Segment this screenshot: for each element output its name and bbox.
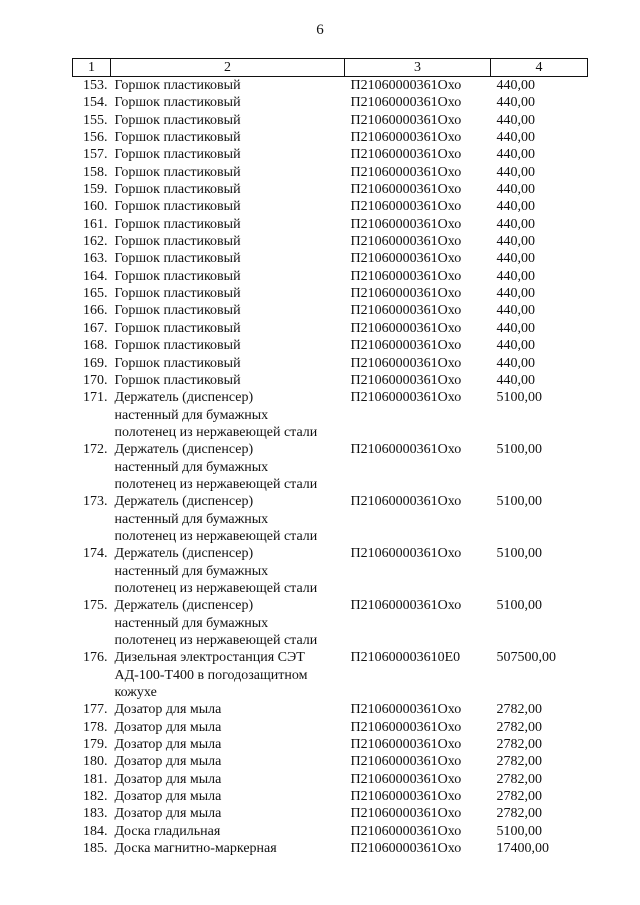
item-code: П21060000361Охо [350, 806, 462, 822]
item-code: П21060000361Охо [350, 286, 462, 302]
item-code: П210600003610Е0 [350, 650, 461, 666]
table-row [73, 355, 588, 372]
item-name: Дозатор для мыла [114, 719, 222, 735]
table-row [73, 112, 588, 129]
item-name: Горшок пластиковый [114, 251, 241, 267]
table-row [73, 337, 588, 354]
table-row [73, 805, 588, 822]
table-row [73, 268, 588, 285]
item-name: Горшок пластиковый [114, 268, 241, 284]
item-name: Держатель (диспенсер) настенный для бумажных полотенец из нержавеющей стали [114, 598, 318, 648]
item-price: 440,00 [496, 355, 535, 371]
header-col-2: 2 [111, 59, 345, 77]
item-price: 2782,00 [496, 737, 542, 753]
row-number: 156. [83, 130, 108, 146]
item-name: Дозатор для мыла [114, 806, 222, 822]
item-code: П21060000361Охо [350, 737, 462, 753]
item-code: П21060000361Охо [350, 182, 462, 198]
row-number: 185. [83, 841, 108, 857]
row-number: 170. [83, 372, 108, 388]
item-name: Дозатор для мыла [114, 737, 222, 753]
table-row [73, 285, 588, 302]
row-number: 184. [83, 823, 108, 839]
item-code: П21060000361Охо [350, 598, 462, 614]
row-number: 165. [83, 286, 108, 302]
item-code: П21060000361Охо [350, 789, 462, 805]
item-price: 2782,00 [496, 806, 542, 822]
item-price: 5100,00 [496, 823, 542, 839]
table-row [73, 129, 588, 146]
row-number: 173. [83, 494, 108, 510]
item-price: 440,00 [496, 268, 535, 284]
item-code: П21060000361Охо [350, 216, 462, 232]
item-code: П21060000361Охо [350, 251, 462, 267]
item-price: 440,00 [496, 234, 535, 250]
table-row [73, 701, 588, 718]
table-row [73, 181, 588, 198]
item-name: Горшок пластиковый [114, 216, 241, 232]
item-price: 440,00 [496, 182, 535, 198]
row-number: 163. [83, 251, 108, 267]
item-code: П21060000361Охо [350, 771, 462, 787]
item-code: П21060000361Охо [350, 355, 462, 371]
row-number: 160. [83, 199, 108, 215]
row-number: 168. [83, 338, 108, 354]
item-price: 440,00 [496, 95, 535, 111]
item-name: Горшок пластиковый [114, 95, 241, 111]
item-code: П21060000361Охо [350, 754, 462, 770]
table-row [73, 545, 588, 597]
row-number: 157. [83, 147, 108, 163]
header-col-4: 4 [491, 59, 588, 77]
row-number: 153. [83, 78, 108, 93]
table-row [73, 649, 588, 701]
table-row [73, 389, 588, 441]
item-name: Дозатор для мыла [114, 789, 222, 805]
row-number: 169. [83, 355, 108, 371]
row-number: 158. [83, 164, 108, 180]
item-price: 440,00 [496, 338, 535, 354]
item-name: Держатель (диспенсер) настенный для бумажных полотенец из нержавеющей стали [114, 442, 318, 492]
row-number: 176. [83, 650, 108, 666]
item-code: П21060000361Охо [350, 442, 462, 458]
item-code: П21060000361Охо [350, 268, 462, 284]
page-number: 6 [316, 22, 324, 38]
table-row [73, 823, 588, 840]
row-number: 162. [83, 234, 108, 250]
table-row [73, 216, 588, 233]
row-number: 174. [83, 546, 108, 562]
table-row [73, 493, 588, 545]
header-col-1: 1 [73, 59, 111, 77]
item-price: 2782,00 [496, 719, 542, 735]
item-name: Горшок пластиковый [114, 338, 241, 354]
item-code: П21060000361Охо [350, 546, 462, 562]
item-name: Горшок пластиковый [114, 147, 241, 163]
row-number: 167. [83, 320, 108, 336]
item-code: П21060000361Охо [350, 841, 462, 857]
item-name: Горшок пластиковый [114, 130, 241, 146]
item-price: 440,00 [496, 216, 535, 232]
row-number: 159. [83, 182, 108, 198]
table-row [73, 788, 588, 805]
item-code: П21060000361Охо [350, 112, 462, 128]
item-price: 5100,00 [496, 390, 542, 406]
item-code: П21060000361Охо [350, 338, 462, 354]
item-price: 440,00 [496, 320, 535, 336]
row-number: 181. [83, 771, 108, 787]
item-code: П21060000361Охо [350, 199, 462, 215]
item-code: П21060000361Охо [350, 78, 462, 93]
item-price: 2782,00 [496, 754, 542, 770]
item-price: 440,00 [496, 78, 535, 93]
table-row [73, 736, 588, 753]
item-code: П21060000361Охо [350, 494, 462, 510]
item-price: 440,00 [496, 286, 535, 302]
table-header [73, 59, 588, 77]
item-code: П21060000361Охо [350, 320, 462, 336]
table-row [73, 198, 588, 215]
item-name: Горшок пластиковый [114, 355, 241, 371]
item-code: П21060000361Охо [350, 147, 462, 163]
item-code: П21060000361Охо [350, 164, 462, 180]
table-row [73, 597, 588, 649]
table-row [73, 441, 588, 493]
item-name: Горшок пластиковый [114, 182, 241, 198]
item-price: 440,00 [496, 147, 535, 163]
item-price: 2782,00 [496, 789, 542, 805]
item-name: Дозатор для мыла [114, 754, 222, 770]
header-col-3: 3 [345, 59, 491, 77]
item-code: П21060000361Охо [350, 823, 462, 839]
table-row [73, 77, 588, 95]
item-name: Дозатор для мыла [114, 702, 222, 718]
item-name: Дозатор для мыла [114, 771, 222, 787]
item-name: Держатель (диспенсер) настенный для бумажных полотенец из нержавеющей стали [114, 494, 318, 544]
row-number: 183. [83, 806, 108, 822]
item-code: П21060000361Охо [350, 234, 462, 250]
row-number: 179. [83, 737, 108, 753]
item-name: Держатель (диспенсер) настенный для бумажных полотенец из нержавеющей стали [114, 546, 318, 596]
item-price: 5100,00 [496, 546, 542, 562]
row-number: 172. [83, 442, 108, 458]
table-body [73, 77, 588, 858]
row-number: 155. [83, 112, 108, 128]
item-code: П21060000361Охо [350, 390, 462, 406]
item-price: 440,00 [496, 164, 535, 180]
item-name: Доска магнитно-маркерная [114, 841, 277, 857]
table-row [73, 94, 588, 111]
item-name: Дизельная электростанция СЭТ АД-100-Т400 в погодозащитном кожухе [114, 650, 308, 701]
header-row [73, 59, 588, 77]
item-price: 440,00 [496, 372, 535, 388]
item-name: Горшок пластиковый [114, 199, 241, 215]
row-number: 161. [83, 216, 108, 232]
item-price: 440,00 [496, 251, 535, 267]
item-price: 440,00 [496, 199, 535, 215]
table-row [73, 719, 588, 736]
row-number: 175. [83, 598, 108, 614]
item-code: П21060000361Охо [350, 95, 462, 111]
item-name: Горшок пластиковый [114, 78, 241, 93]
table-row [73, 302, 588, 319]
table-row [73, 840, 588, 857]
table-row [73, 146, 588, 163]
item-name: Горшок пластиковый [114, 112, 241, 128]
row-number: 166. [83, 303, 108, 319]
table-row [73, 233, 588, 250]
inventory-table [72, 58, 588, 857]
table-row [73, 771, 588, 788]
item-code: П21060000361Охо [350, 702, 462, 718]
item-name: Горшок пластиковый [114, 164, 241, 180]
item-price: 5100,00 [496, 494, 542, 510]
item-code: П21060000361Охо [350, 303, 462, 319]
item-name: Горшок пластиковый [114, 320, 241, 336]
item-price: 2782,00 [496, 771, 542, 787]
row-number: 177. [83, 702, 108, 718]
table-row [73, 320, 588, 337]
item-price: 440,00 [496, 130, 535, 146]
row-number: 164. [83, 268, 108, 284]
row-number: 180. [83, 754, 108, 770]
row-number: 154. [83, 95, 108, 111]
item-name: Горшок пластиковый [114, 303, 241, 319]
table-row [73, 753, 588, 770]
item-code: П21060000361Охо [350, 130, 462, 146]
item-price: 17400,00 [496, 841, 549, 857]
table-row [73, 372, 588, 389]
item-code: П21060000361Охо [350, 719, 462, 735]
item-price: 440,00 [496, 303, 535, 319]
table-row [73, 250, 588, 267]
item-price: 507500,00 [496, 650, 556, 666]
row-number: 178. [83, 719, 108, 735]
item-name: Держатель (диспенсер) настенный для бумажных полотенец из нержавеющей стали [114, 390, 318, 440]
item-code: П21060000361Охо [350, 372, 462, 388]
item-name: Доска гладильная [114, 823, 221, 839]
table-row [73, 164, 588, 181]
row-number: 182. [83, 789, 108, 805]
item-price: 5100,00 [496, 598, 542, 614]
item-price: 2782,00 [496, 702, 542, 718]
item-price: 440,00 [496, 112, 535, 128]
item-name: Горшок пластиковый [114, 286, 241, 302]
item-name: Горшок пластиковый [114, 372, 241, 388]
row-number: 171. [83, 390, 108, 406]
item-name: Горшок пластиковый [114, 234, 241, 250]
item-price: 5100,00 [496, 442, 542, 458]
